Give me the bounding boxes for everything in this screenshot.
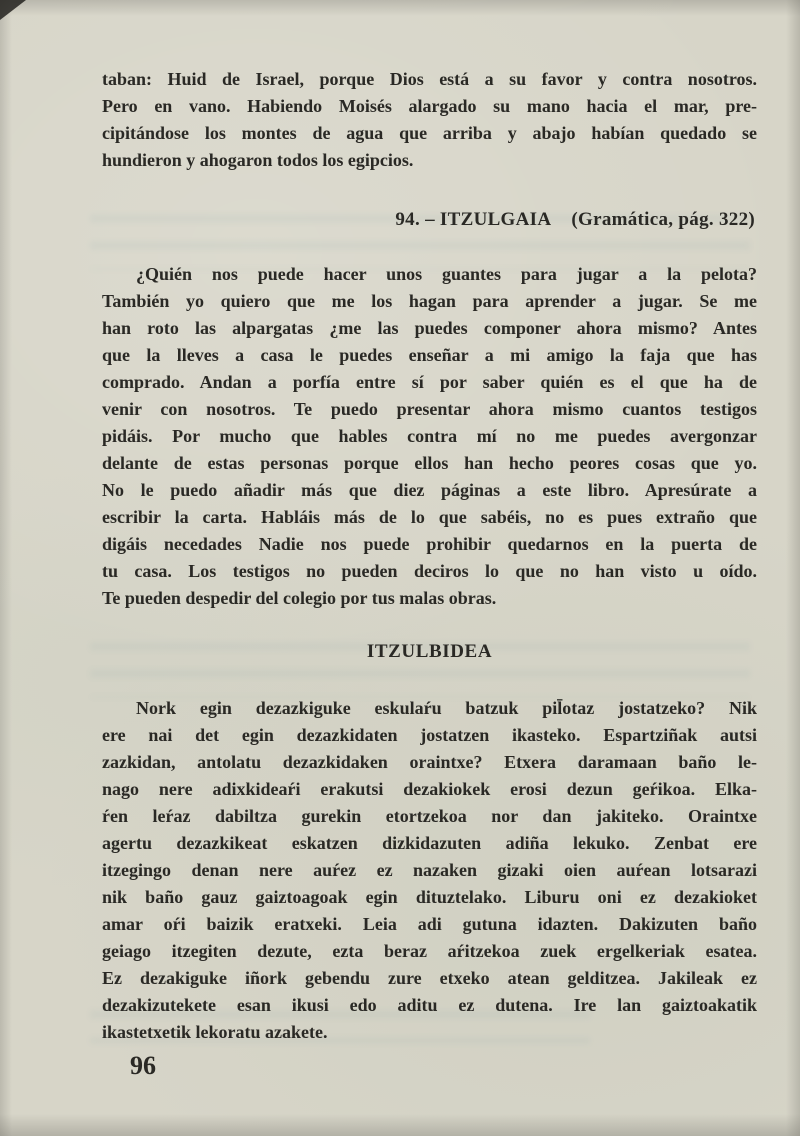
text-line: zazkidan, antolatu dezazkidaken oraintxe? Etxera daramaan baño le- [102,752,757,772]
section-number-title: 94. – ITZULGAIA [395,209,551,230]
text-line: que la lleves a casa le puedes enseñar a mi amigo la faja que has [102,345,757,365]
basque-translation-paragraph [102,695,757,1046]
text-line: tu casa. Los testigos no pueden deciros lo que no han visto u oído. [102,561,757,581]
page-number: 96 [130,1051,156,1080]
text-line: Nork egin dezazkiguke eskulaŕu batzuk pil̄otaz jostatzeko? Nik [136,698,757,718]
text-line: ŕen leŕaz dabiltza gurekin etortzekoa nor dan jakiteko. Oraintxe [102,806,757,826]
text-line: También yo quiero que me los hagan para aprender a jugar. Se me [102,291,757,311]
text-line: No le puedo añadir más que diez páginas a este libro. Apresúrate a [102,480,757,500]
text-line: comprado. Andan a porfía entre sí por saber quién es el que ha de [102,372,757,392]
text-line: digáis necedades Nadie nos puede prohibir quedarnos en la puerta de [102,534,757,554]
text-line: geiago itzegiten dezute, ezta beraz aŕitzekoa zuek ergelkeriak esatea. [102,941,757,961]
text-line: ikastetxetik lekoratu azakete. [102,1022,328,1042]
text-line: amar oŕi baizik eratxeki. Leia adi gutuna idazten. Dakizuten baño [102,914,757,934]
text-line: Pero en vano. Habiendo Moisés alargado su mano hacia el mar, pre- [102,96,757,116]
text-line: dezakizutekete esan ikusi edo aditu ez dutena. Ire lan gaiztoakatik [102,995,757,1015]
text-line: Te pueden despedir del colegio por tus malas obras. [102,588,497,608]
subheading-itzulbidea: ITZULBIDEA [366,641,493,662]
text-line: hundieron y ahogaron todos los egipcios. [102,150,414,170]
text-line: delante de estas personas porque ellos han hecho peores cosas que yo. [102,453,757,473]
text-line: itzegingo denan nere auŕez ez nazaken gizaki oien auŕean lotsarazi [102,860,757,880]
text-line: agertu dezazkikeat eskatzen dizkidazuten adiña lekuko. Zenbat ere [102,833,757,853]
text-line: ere nai det egin dezazkidaten jostatzen ikasteko. Espartziñak autsi [102,725,757,745]
text-line: nik baño gauz gaiztoagoak egin dituztelako. Liburu oni ez dezakioket [102,887,757,907]
spanish-exercise-paragraph [102,261,757,612]
text-line: Ez dezakiguke iñork gebendu zure etxeko atean gelditzea. Jakileak ez [102,968,757,988]
continuation-paragraph [102,66,757,174]
text-line: han roto las alpargatas ¿me las puedes componer ahora mismo? Antes [102,318,757,338]
text-line: ¿Quién nos puede hacer unos guantes para jugar a la pelota? [136,264,757,284]
scan-corner-shadow [0,0,26,20]
text-line: taban: Huid de Israel, porque Dios está a su favor y contra nosotros. [102,69,757,89]
page-content [102,66,757,1079]
text-line: nago nere adixkideaŕi erakutsi dezakiokek erosi dezun geŕikoa. Elka- [102,779,757,799]
text-line: pidáis. Por mucho que hables contra mí no me puedes avergonzar [102,426,757,446]
text-line: escribir la carta. Habláis más de lo que sabéis, no es pues extraño que [102,507,757,527]
section-reference: (Gramática, pág. 322) [571,209,755,230]
section-heading [102,206,757,233]
text-line: venir con nosotros. Te puedo presentar ahora mismo cuantos testigos [102,399,757,419]
text-line: cipitándose los montes de agua que arriba y abajo habían quedado se [102,123,757,143]
